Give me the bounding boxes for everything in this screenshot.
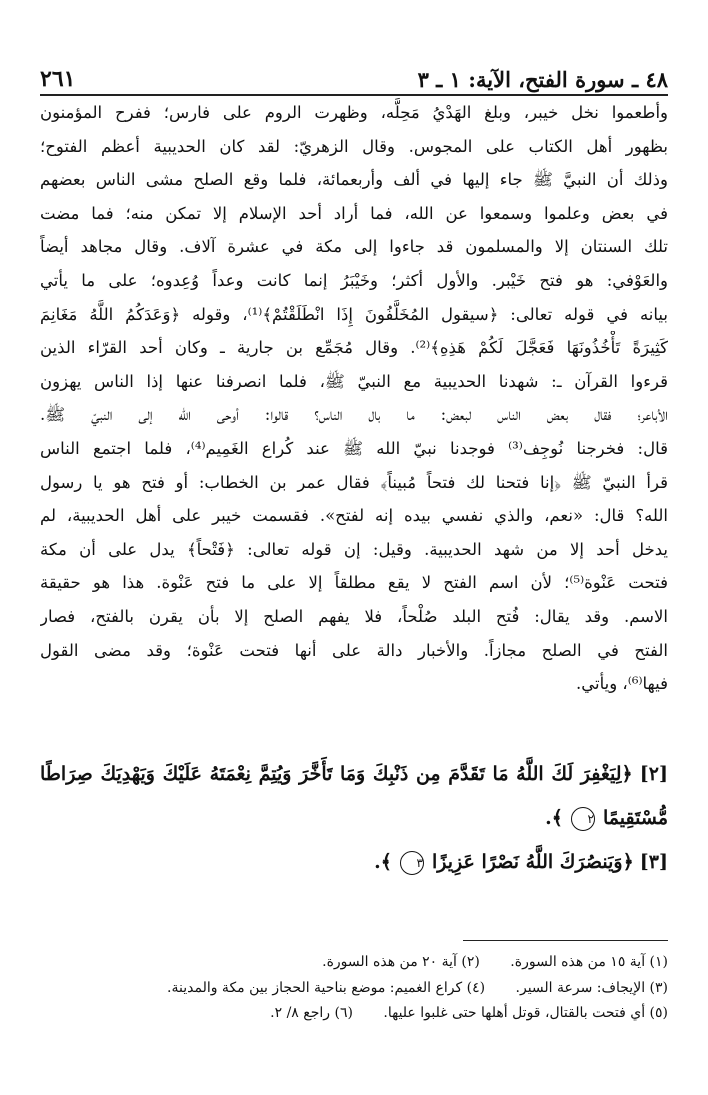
footnote-divider bbox=[463, 940, 668, 941]
verse-text: ﴿وَيَنصُرَكَ اللَّهُ نَصْرًا عَزِيزًا bbox=[431, 851, 634, 873]
verse-number: [٣] bbox=[639, 851, 668, 873]
verse-text: ﴿لِيَغْفِرَ لَكَ اللَّهُ مَا تَقَدَّمَ مِن ذَنْبِكَ وَمَا تَأَخَّرَ وَيُتِمَّ نِعْمَتَهُ عَلَيْكَ وَيَهْدِيَكَ صِرَاطًا bbox=[40, 763, 633, 785]
text-line: الاسم. وقد يقال: فُتح البلد صُلْحاً، فلا يفهم الصلح إلا بأن يقرن بالفتح، فصار bbox=[40, 606, 668, 626]
ayah-end-marker: ٢ bbox=[571, 807, 595, 831]
text-line: قرأ النبيّ ﷺ ﴿إنا فتحنا لك فتحاً مُبيناً﴾ فقال عمر بن الخطاب: أو فتح هو يا رسول bbox=[40, 472, 668, 492]
text-line: فتحت عَنْوة⁽⁵⁾؛ لأن اسم الفتح لا يقع مطلقاً إلا على ما فتح عَنْوة. هذا هو حقيقة bbox=[40, 573, 668, 593]
running-title: ٤٨ ـ سورة الفتح، الآية: ١ ـ ٣ bbox=[417, 67, 668, 92]
footnote-line bbox=[40, 950, 668, 976]
footnote: (٦) راجع ٨/ ٢. bbox=[270, 1005, 353, 1021]
verse-2-line-2 bbox=[40, 796, 668, 840]
ayah-end-marker: ٣ bbox=[400, 851, 424, 875]
verse-number: [٢] bbox=[639, 763, 668, 785]
footnote: (٣) الإيجاف: سرعة السير. bbox=[515, 979, 668, 996]
commentary-text bbox=[40, 96, 668, 701]
text-line: بظهور أهل الكتاب على المجوس. وقال الزهريّ: لقد كان الحديبية أعظم الفتوح؛ bbox=[40, 136, 668, 156]
footnote-line bbox=[40, 1001, 668, 1027]
verse-text: مُّسْتَقِيمًا bbox=[603, 807, 668, 829]
page-number: ٢٦١ bbox=[40, 66, 76, 92]
footnote: (١) آية ١٥ من هذه السورة. bbox=[510, 954, 668, 970]
text-line: والعَوْفي: هو فتح خَيْبر. والأول أكثر؛ وخَيْبَرُ إنما كانت وعداً وُعِدوه؛ على ما يأتي bbox=[40, 270, 668, 290]
text-line: وأطعموا نخل خيبر، وبلغ الهَدْيُ مَحِلَّه، وظهرت الروم على فارس؛ ففرح المؤمنون bbox=[40, 103, 668, 122]
text-line: فيها⁽⁶⁾، ويأتي. bbox=[576, 674, 668, 694]
text-line: في بعض وعلموا وسمعوا عن الله، فما أراد أحد الإسلام إلا تمكن منه؛ فما مضت bbox=[40, 203, 668, 223]
text-line: قال: فخرجنا نُوجِف⁽³⁾ فوجدنا نبيّ الله ﷺ عند كُراع الغَمِيم⁽⁴⁾، فلما اجتمع الناس bbox=[40, 438, 668, 458]
verse-closing: ﴾. bbox=[374, 851, 392, 873]
quran-verses bbox=[40, 752, 668, 884]
footnote: (٢) آية ٢٠ من هذه السورة. bbox=[322, 954, 480, 970]
footnote-line bbox=[40, 976, 668, 1002]
verse-closing: ﴾. bbox=[545, 807, 563, 829]
text-line: قرءوا القرآن ـ: شهدنا الحديبية مع النبيّ ﷺ، فلما انصرفنا عنها إذا الناس يهزون bbox=[40, 371, 668, 391]
text-line: وذلك أن النبيَّ ﷺ جاء إليها في ألف وأربعمائة، فلما وقع الصلح مشى الناس بعضهم bbox=[40, 170, 668, 190]
text-line: الله؟ قال: «نعم، والذي نفسي بيده إنه لفتح». فقسمت خيبر على أهل الحديبية، لم bbox=[40, 506, 668, 526]
text-line: كَثِيرَةً تَأْخُذُونَهَا فَعَجَّلَ لَكُمْ هَذِهِ﴾⁽²⁾. وقال مُجَمِّع بن جارية ـ وكان أحد القرّاء الذين bbox=[40, 338, 668, 358]
text-line: الأباعر؛ فقال بعض الناس لبعض: ما بال الناس؟ قالوا: أوحى الله إلى النبيّ ﷺ. bbox=[40, 405, 668, 425]
page-header bbox=[40, 56, 668, 96]
text-line: تلك السنتان إلا والمسلمون قد جاءوا إلى مكة في عشرة آلاف. وقال مجاهد أيضاً bbox=[40, 237, 668, 257]
verse-2-line-1 bbox=[40, 752, 668, 796]
footnotes bbox=[40, 950, 668, 1027]
footnote: (٥) أي فتحت بالقتال، قوتل أهلها حتى غلبوا عليها. bbox=[383, 1005, 668, 1021]
verse-3-line bbox=[40, 840, 668, 884]
footnote: (٤) كراع الغميم: موضع بناحية الحجاز بين مكة والمدينة. bbox=[167, 979, 486, 996]
text-line: الفتح في الصلح مجازاً. والأخبار دالة على أنها فتحت عَنْوة؛ وقد مضى القول bbox=[40, 640, 668, 660]
text-line: بيانه في قوله تعالى: ﴿سيقول المُخَلَّفُونَ إِذَا انْطَلَقْتُمْ﴾⁽¹⁾، وقوله ﴿وَعَدَكُمُ اللَّهُ مَغَانِمَ bbox=[40, 304, 668, 324]
text-line: يدخل أحد إلا من شهد الحديبية. وقيل: إن قوله تعالى: ﴿فَتْحاً﴾ يدل على أن مكة bbox=[40, 539, 668, 559]
